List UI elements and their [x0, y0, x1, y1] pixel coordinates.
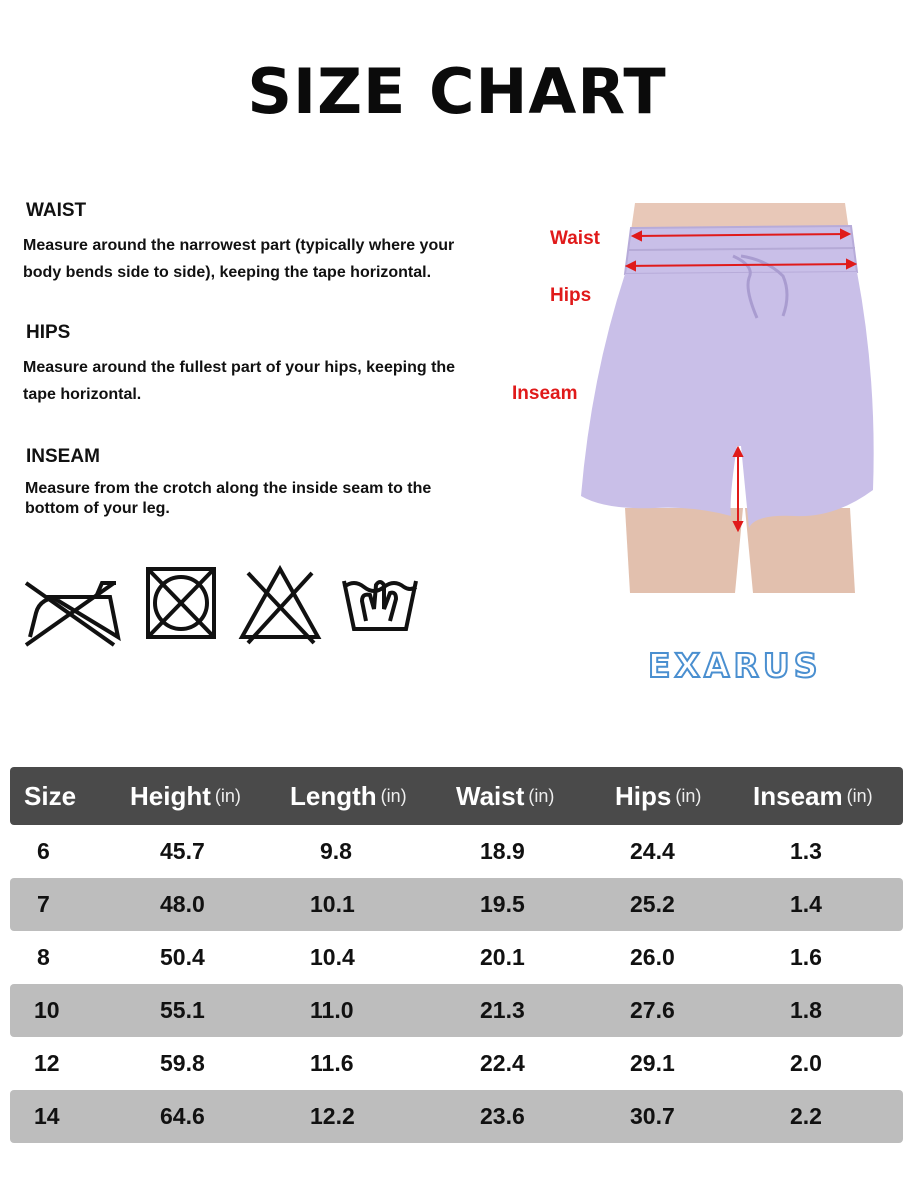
- page-title: SIZE CHART: [247, 55, 667, 128]
- cell-size: 7: [37, 891, 50, 917]
- cell-length: 12.2: [310, 1103, 355, 1129]
- cell-inseam: 1.8: [790, 997, 822, 1023]
- cell-hips: 29.1: [630, 1050, 675, 1076]
- header-size: Size: [24, 780, 77, 811]
- cell-length: 10.4: [310, 944, 355, 970]
- cell-height: 50.4: [160, 944, 205, 970]
- cell-waist: 20.1: [480, 944, 525, 970]
- inseam-label: Inseam: [512, 383, 578, 404]
- size-table: [10, 767, 903, 1143]
- header-waist: Waist (in): [456, 780, 555, 811]
- table-row: [10, 984, 903, 1037]
- waist-heading: WAIST: [26, 200, 87, 221]
- do-not-bleach-icon: [242, 569, 318, 643]
- inseam-text: Measure from the crotch along the inside seam to the bottom of your leg.: [25, 480, 432, 517]
- cell-waist: 18.9: [480, 838, 525, 864]
- table-row: [10, 1037, 903, 1090]
- cell-size: 10: [34, 997, 60, 1023]
- hips-label: Hips: [550, 285, 592, 306]
- care-icons: [22, 565, 432, 650]
- header-height: Height (in): [130, 780, 241, 811]
- brand-logo: EXARUS: [648, 646, 822, 685]
- cell-height: 59.8: [160, 1050, 205, 1076]
- cell-height: 55.1: [160, 997, 205, 1023]
- waist-label: Waist: [550, 228, 600, 249]
- cell-waist: 23.6: [480, 1103, 525, 1129]
- cell-inseam: 1.4: [790, 891, 822, 917]
- hand-wash-icon: [344, 581, 416, 629]
- cell-hips: 24.4: [630, 838, 675, 864]
- cell-length: 10.1: [310, 891, 355, 917]
- cell-waist: 22.4: [480, 1050, 525, 1076]
- table-row: [10, 878, 903, 931]
- inseam-heading: INSEAM: [26, 446, 100, 467]
- do-not-iron-icon: [26, 583, 118, 645]
- waist-text: Measure around the narrowest part (typically where your body bends side to side), keeping the tape horizontal.: [23, 237, 455, 281]
- hips-text: Measure around the fullest part of your hips, keeping the tape horizontal.: [23, 359, 456, 403]
- cell-height: 45.7: [160, 838, 205, 864]
- header-hips: Hips (in): [615, 780, 702, 811]
- header-inseam: Inseam (in): [753, 780, 873, 811]
- cell-length: 9.8: [320, 838, 352, 864]
- cell-waist: 19.5: [480, 891, 525, 917]
- cell-length: 11.0: [310, 997, 354, 1023]
- cell-height: 64.6: [160, 1103, 205, 1129]
- table-header-row: [10, 767, 903, 825]
- cell-hips: 27.6: [630, 997, 675, 1023]
- cell-inseam: 1.3: [790, 838, 822, 864]
- cell-height: 48.0: [160, 891, 205, 917]
- cell-inseam: 2.0: [790, 1050, 822, 1076]
- cell-size: 14: [34, 1103, 60, 1129]
- cell-inseam: 1.6: [790, 944, 822, 970]
- cell-inseam: 2.2: [790, 1103, 822, 1129]
- cell-size: 6: [37, 838, 50, 864]
- do-not-tumble-dry-icon: [148, 569, 214, 637]
- cell-hips: 26.0: [630, 944, 675, 970]
- table-row: [10, 931, 903, 984]
- hips-heading: HIPS: [26, 322, 71, 343]
- cell-size: 8: [37, 944, 50, 970]
- table-row: [10, 1090, 903, 1143]
- cell-hips: 30.7: [630, 1103, 675, 1129]
- cell-waist: 21.3: [480, 997, 525, 1023]
- cell-length: 11.6: [310, 1050, 354, 1076]
- cell-hips: 25.2: [630, 891, 675, 917]
- table-row: [10, 825, 903, 878]
- cell-size: 12: [34, 1050, 60, 1076]
- header-length: Length (in): [290, 780, 407, 811]
